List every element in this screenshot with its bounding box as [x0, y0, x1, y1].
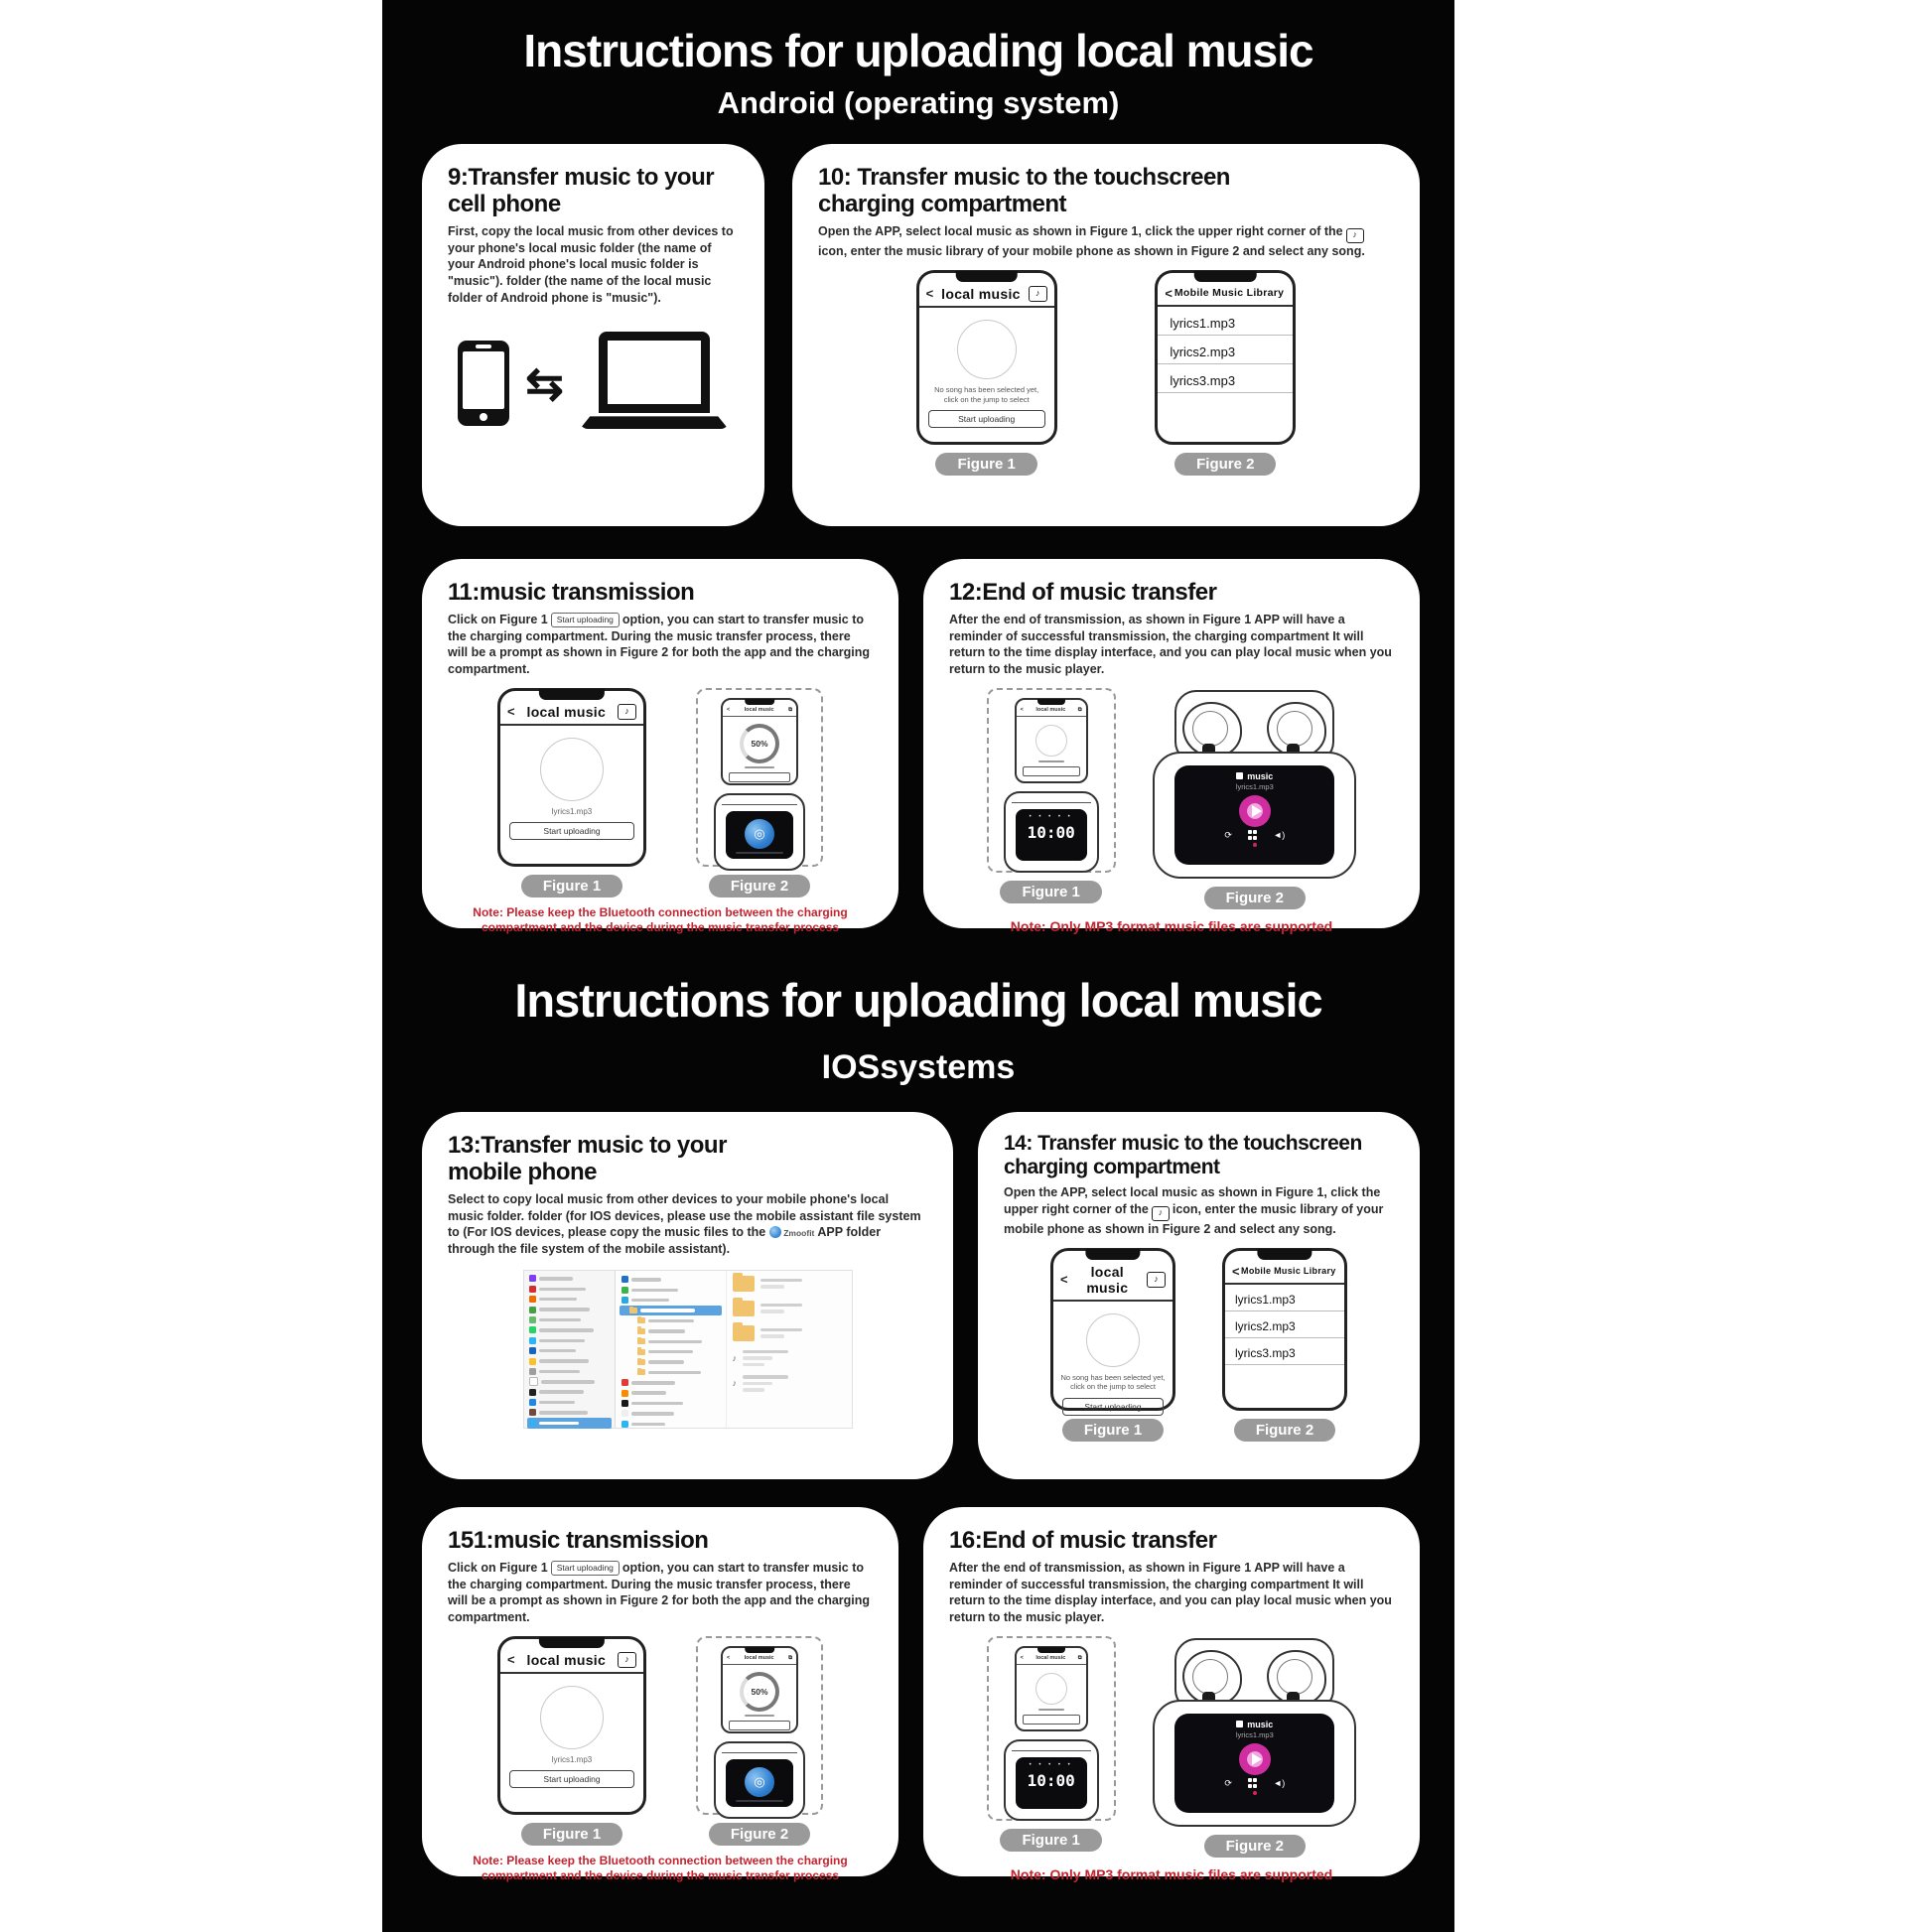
earbuds-case-player — [1153, 1636, 1356, 1827]
app-title: local music — [941, 285, 1021, 302]
app-title: local music — [526, 1651, 607, 1668]
progress-arc — [740, 724, 779, 763]
music-folder-icon — [1346, 228, 1364, 243]
mini-upload-button — [729, 772, 790, 782]
status-icons: • • • • • — [1029, 813, 1073, 820]
card-step-9 — [422, 144, 764, 526]
mini-upload-button — [729, 1721, 790, 1730]
tree-row — [620, 1326, 722, 1336]
figure-2-block — [1155, 270, 1296, 476]
music-folder-icon — [618, 1652, 636, 1668]
mini-app-header: < local music ⧉ — [723, 700, 796, 717]
figures-row — [949, 688, 1394, 909]
ios-section-title: Instructions for uploading local music — [514, 974, 1322, 1027]
play-button — [1239, 1743, 1271, 1775]
end-transfer-illustration — [987, 1636, 1116, 1821]
app-row — [527, 1345, 612, 1355]
app-row — [527, 1387, 612, 1397]
big-folder-item — [733, 1301, 846, 1316]
text-bar — [745, 766, 774, 768]
player-controls — [1174, 1778, 1334, 1789]
android-section-subtitle: Android (operating system) — [717, 85, 1120, 120]
phone-notch — [1194, 271, 1257, 282]
body-text: Click on Figure 1 — [448, 613, 548, 627]
body-text: Open the APP, select local music as shown in Figure 1, click the upper right corner of the — [818, 224, 1343, 239]
mp3-note: Note: Only MP3 format music files are supported — [1010, 1865, 1333, 1882]
mp3-note: Note: Only MP3 format music files are supported — [1010, 917, 1333, 934]
back-icon: < — [507, 1652, 515, 1668]
start-uploading-chip: Start uploading — [551, 613, 620, 627]
app-screen-local-music — [1050, 1248, 1175, 1411]
card-12-title: 12:End of music transfer — [949, 579, 1217, 606]
start-uploading-button: Start uploading — [1062, 1398, 1164, 1416]
pause-icon — [1248, 1778, 1258, 1788]
tree-row — [620, 1378, 722, 1388]
mini-upload-button — [1023, 1715, 1080, 1725]
screen-caption-bar — [736, 1800, 783, 1802]
progress-value: 50% — [751, 738, 768, 749]
player-header: music — [1174, 1714, 1334, 1729]
figures-row — [949, 1636, 1394, 1858]
figure-1-label: Figure 1 — [935, 453, 1036, 476]
player-song-label: lyrics1.mp3 — [1235, 1729, 1274, 1739]
case-screen — [1016, 809, 1087, 861]
album-placeholder-circle — [540, 1686, 604, 1749]
case-body — [1153, 752, 1356, 879]
folder-contents-pane — [727, 1271, 852, 1428]
case-screen — [726, 1759, 793, 1807]
progress-value: 50% — [751, 1686, 768, 1697]
mini-phone-local-music — [1015, 698, 1088, 783]
figures-row — [818, 270, 1394, 476]
phone-notch — [539, 1637, 605, 1648]
app-logo-icon: ◎ — [745, 1767, 774, 1797]
selected-song-label: lyrics1.mp3 — [551, 806, 593, 816]
card-14-body — [1004, 1184, 1394, 1237]
zmoofit-app-icon — [769, 1226, 781, 1238]
app-row — [527, 1335, 612, 1345]
album-placeholder-circle — [1086, 1313, 1140, 1367]
card-13-body — [448, 1191, 927, 1258]
back-icon: < — [1060, 1272, 1068, 1288]
tree-row — [620, 1419, 722, 1429]
music-note-glyph: ♪ — [732, 1352, 737, 1363]
figure-1-label: Figure 1 — [521, 875, 622, 897]
card-step-16 — [923, 1507, 1420, 1882]
case-lid-line — [722, 804, 797, 805]
music-note-glyph: ♪ — [624, 1653, 629, 1664]
figures-row — [1004, 1248, 1394, 1442]
card-14-title: 14: Transfer music to the touchscreen charging compartment — [1004, 1132, 1362, 1178]
app-row — [527, 1295, 612, 1305]
play-button — [1239, 795, 1271, 827]
music-folder-icon — [1029, 286, 1047, 302]
phone-notch — [745, 1647, 774, 1653]
mini-app-header: < local music ⧉ — [723, 1648, 796, 1665]
case-lid-line — [722, 1752, 797, 1753]
mini-phone-progress — [721, 698, 798, 785]
back-icon: < — [507, 704, 515, 720]
instruction-poster — [382, 0, 1454, 1932]
body-text: option, you can start to transfer music to the charging compartment. During the music transfer process, there will be a prompt as shown in Figure 2 for both the app and the charging compartment. — [448, 1561, 871, 1624]
no-song-hint: No song has been selected yet, click on the jump to select — [934, 384, 1039, 404]
transfer-prompt-illustration — [696, 688, 823, 867]
case-screen — [726, 811, 793, 859]
figure-2-block — [696, 688, 823, 897]
folder-tree-pane — [616, 1271, 727, 1428]
music-folder-icon — [1152, 1206, 1170, 1221]
app-row — [527, 1314, 612, 1324]
player-header: music — [1174, 765, 1334, 781]
card-step-10 — [792, 144, 1420, 526]
music-note-glyph: ♪ — [1158, 1207, 1164, 1218]
tree-row — [620, 1285, 722, 1295]
music-file-item — [733, 1350, 846, 1367]
music-note-glyph: ♪ — [1154, 1273, 1159, 1284]
case-lid-line — [1012, 802, 1091, 803]
back-icon: < — [1165, 285, 1173, 301]
music-file-item — [733, 1375, 846, 1392]
tree-row — [620, 1388, 722, 1398]
phone-notch — [539, 689, 605, 700]
card-step-13 — [422, 1112, 953, 1479]
album-placeholder-circle — [1035, 725, 1067, 757]
song-list-item: lyrics1.mp3 — [1225, 1285, 1344, 1311]
card-9-title: 9:Transfer music to your cell phone — [448, 164, 715, 218]
card-15-title: 151:music transmission — [448, 1527, 709, 1554]
clock-time: 10:00 — [1027, 822, 1075, 842]
app-row — [527, 1305, 612, 1314]
mini-app-header: < local music ⧉ — [1017, 1648, 1086, 1665]
figure-2-block — [1153, 688, 1356, 909]
song-list-item: lyrics2.mp3 — [1158, 336, 1293, 364]
phone-laptop-transfer-illustration — [448, 332, 739, 435]
tree-row — [620, 1275, 722, 1285]
song-list-item: lyrics3.mp3 — [1158, 364, 1293, 393]
start-uploading-button: Start uploading — [928, 410, 1045, 428]
transfer-prompt-illustration — [696, 1636, 823, 1815]
music-note-glyph: ♪ — [1352, 229, 1357, 240]
progress-arc — [740, 1672, 779, 1712]
volume-icon: ◄) — [1273, 830, 1286, 841]
app-title: local music — [1086, 1263, 1129, 1296]
figure-2-label: Figure 2 — [709, 875, 810, 897]
figure-2-label: Figure 2 — [1204, 887, 1306, 909]
card-11-body — [448, 612, 873, 678]
app-title: local music — [526, 703, 607, 720]
app-screen-music-library — [1155, 270, 1296, 445]
case-lid-line — [1012, 1750, 1091, 1751]
start-uploading-chip: Start uploading — [551, 1561, 620, 1576]
body-text: Open the APP, select local music as shown in Figure 1, click the upper right corner of the — [1004, 1185, 1381, 1217]
album-placeholder-circle — [1035, 1673, 1067, 1705]
big-folder-item — [733, 1276, 846, 1292]
android-section-title: Instructions for uploading local music — [523, 25, 1313, 76]
figure-1-block — [987, 1636, 1116, 1852]
figure-1-block — [987, 688, 1116, 903]
charging-case-clock — [1004, 791, 1099, 873]
app-screen-local-music — [916, 270, 1057, 445]
app-logo-icon: ◎ — [745, 819, 774, 849]
mini-app-header: < local music ⧉ — [1017, 700, 1086, 717]
app-list-pane — [524, 1271, 616, 1428]
back-icon: < — [925, 286, 934, 302]
app-screen-song-selected — [497, 1636, 646, 1815]
body-text: Click on Figure 1 — [448, 1561, 548, 1576]
start-uploading-button: Start uploading — [509, 1770, 634, 1788]
status-icons: • • • • • — [1029, 1761, 1073, 1768]
app-row — [527, 1274, 612, 1284]
body-text: icon, enter the music library of your mobile phone as shown in Figure 2 and select any song. — [818, 244, 1365, 259]
phone-notch — [1257, 1249, 1311, 1260]
card-10-title: 10: Transfer music to the touchscreen charging compartment — [818, 164, 1230, 218]
card-step-12 — [923, 559, 1420, 934]
mini-phone-progress — [721, 1646, 798, 1733]
song-list-item: lyrics3.mp3 — [1225, 1338, 1344, 1365]
player-screen — [1174, 1714, 1334, 1813]
right-earbud-icon — [1267, 1650, 1326, 1706]
pause-icon — [1248, 830, 1258, 840]
figure-2-block — [1222, 1248, 1347, 1442]
figure-2-label: Figure 2 — [1234, 1419, 1335, 1442]
text-bar — [745, 1715, 774, 1717]
big-folder-item — [733, 1325, 846, 1341]
tree-row — [620, 1306, 722, 1315]
charging-case-transfer — [714, 793, 805, 871]
app-row — [527, 1377, 612, 1387]
app-title: Mobile Music Library — [1241, 1266, 1336, 1277]
laptop-icon — [580, 332, 729, 435]
page-dot — [1253, 1791, 1257, 1795]
charging-case-clock — [1004, 1739, 1099, 1821]
app-screen-song-selected — [497, 688, 646, 867]
tree-row — [620, 1336, 722, 1346]
mini-upload-button — [1023, 766, 1080, 776]
app-row — [527, 1284, 612, 1294]
card-step-14 — [978, 1112, 1420, 1479]
music-note-glyph: ♪ — [1035, 287, 1040, 298]
no-song-hint: No song has been selected yet, click on the jump to select — [1060, 1372, 1166, 1392]
bluetooth-note: Note: Please keep the Bluetooth connection between the charging compartment and the device during the music transfer process — [473, 904, 848, 935]
app-name-label: Zmoofit — [783, 1228, 815, 1239]
loop-icon: ⟳ — [1224, 829, 1232, 840]
tree-row — [620, 1315, 722, 1325]
tree-row — [620, 1296, 722, 1306]
app-row — [527, 1397, 612, 1407]
stop-icon — [1236, 1721, 1243, 1727]
app-row — [527, 1325, 612, 1335]
phone-notch — [1037, 699, 1065, 705]
volume-icon: ◄) — [1273, 1778, 1286, 1789]
case-body — [1153, 1700, 1356, 1827]
figure-1-block — [497, 688, 646, 897]
transfer-arrows-icon: ⇆ — [525, 357, 564, 410]
card-9-body: First, copy the local music from other devices to your phone's local music folder (the name of your Android phone's local music folder is "music"). folder (the name of the local music folder of Android phone is "music"). — [448, 224, 734, 305]
card-10-body — [818, 223, 1394, 260]
stop-icon — [1236, 772, 1243, 779]
body-text: Select to copy local music from other devices to your mobile phone's local music folder. folder (for IOS devices, please use the mobile assistant file system to (For IOS devices, please copy the music files to the — [448, 1192, 921, 1240]
tree-row — [620, 1398, 722, 1408]
selected-song-label: lyrics1.mp3 — [551, 1754, 593, 1764]
card-13-title: 13:Transfer music to your mobile phone — [448, 1132, 727, 1186]
figures-row — [448, 688, 873, 897]
app-row — [527, 1366, 612, 1376]
tree-row — [620, 1357, 722, 1367]
app-row — [527, 1356, 612, 1366]
earbuds-case-player — [1153, 688, 1356, 879]
figure-1-block — [916, 270, 1057, 476]
card-16-body: After the end of transmission, as shown in Figure 1 APP will have a reminder of successful transmission, the charging compartment It will return to the time display interface, and you can play local music when you return to the music player. — [949, 1561, 1392, 1624]
player-screen — [1174, 765, 1334, 865]
smartphone-icon — [458, 341, 509, 426]
text-bar — [1038, 760, 1064, 762]
figure-1-block — [497, 1636, 646, 1846]
phone-notch — [955, 271, 1018, 282]
tree-row — [620, 1346, 722, 1356]
figure-2-label: Figure 2 — [1204, 1835, 1306, 1858]
song-list-item: lyrics1.mp3 — [1158, 307, 1293, 336]
right-earbud-icon — [1267, 702, 1326, 758]
screen-caption-bar — [736, 852, 783, 854]
app-row — [527, 1408, 612, 1418]
left-earbud-icon — [1182, 702, 1242, 758]
figure-1-label: Figure 1 — [521, 1823, 622, 1846]
album-placeholder-circle — [957, 320, 1017, 379]
page-dot — [1253, 843, 1257, 847]
song-list-item: lyrics2.mp3 — [1225, 1311, 1344, 1338]
card-16-title: 16:End of music transfer — [949, 1527, 1217, 1554]
card-12-body: After the end of transmission, as shown in Figure 1 APP will have a reminder of successful transmission, the charging compartment It will return to the time display interface, and you can play local music when you return to the music player. — [949, 613, 1392, 676]
app-row — [527, 1418, 612, 1428]
start-uploading-button: Start uploading — [509, 822, 634, 840]
loop-icon: ⟳ — [1224, 1777, 1232, 1788]
body-text: option, you can start to transfer music to the charging compartment. During the music transfer process, there will be a prompt as shown in Figure 2 for both the app and the charging compartment. — [448, 613, 871, 676]
figure-2-block — [1153, 1636, 1356, 1858]
player-song-label: lyrics1.mp3 — [1235, 781, 1274, 791]
card-step-11 — [422, 559, 898, 935]
body-text: icon, enter the music library of your mobile phone as shown in Figure 2 and select any song. — [1004, 1202, 1384, 1237]
card-11-title: 11:music transmission — [448, 579, 695, 606]
end-transfer-illustration — [987, 688, 1116, 873]
figure-2-label: Figure 2 — [1174, 453, 1276, 476]
bluetooth-note: Note: Please keep the Bluetooth connection between the charging compartment and the device during the music transfer process — [473, 1853, 848, 1883]
figures-row — [448, 1636, 873, 1846]
tree-row — [620, 1409, 722, 1419]
figure-1-label: Figure 1 — [1000, 1829, 1101, 1852]
music-folder-icon — [1147, 1272, 1166, 1288]
figure-1-block — [1050, 1248, 1175, 1442]
case-screen — [1016, 1757, 1087, 1809]
music-note-glyph: ♪ — [624, 705, 629, 716]
left-earbud-icon — [1182, 1650, 1242, 1706]
text-bar — [1038, 1709, 1064, 1711]
card-15-body — [448, 1560, 873, 1626]
album-placeholder-circle — [540, 738, 604, 801]
figure-2-block — [696, 1636, 823, 1846]
app-title: Mobile Music Library — [1173, 287, 1285, 300]
figure-2-label: Figure 2 — [709, 1823, 810, 1846]
body-text: APP folder through the file system of the mobile assistant). — [448, 1225, 882, 1257]
card-step-15 — [422, 1507, 898, 1883]
clock-time: 10:00 — [1027, 1770, 1075, 1790]
file-manager-screenshot — [523, 1270, 853, 1429]
figure-1-label: Figure 1 — [1062, 1419, 1164, 1442]
music-note-glyph: ♪ — [732, 1378, 737, 1389]
tree-row — [620, 1367, 722, 1377]
charging-case-transfer — [714, 1741, 805, 1819]
phone-notch — [1085, 1249, 1140, 1260]
mini-phone-local-music — [1015, 1646, 1088, 1731]
figure-1-label: Figure 1 — [1000, 881, 1101, 903]
back-icon: < — [1232, 1263, 1240, 1279]
player-controls — [1174, 830, 1334, 841]
ios-section-subtitle: IOSsystems — [821, 1048, 1016, 1086]
phone-notch — [745, 699, 774, 705]
phone-notch — [1037, 1647, 1065, 1653]
music-folder-icon — [618, 704, 636, 720]
app-screen-music-library — [1222, 1248, 1347, 1411]
